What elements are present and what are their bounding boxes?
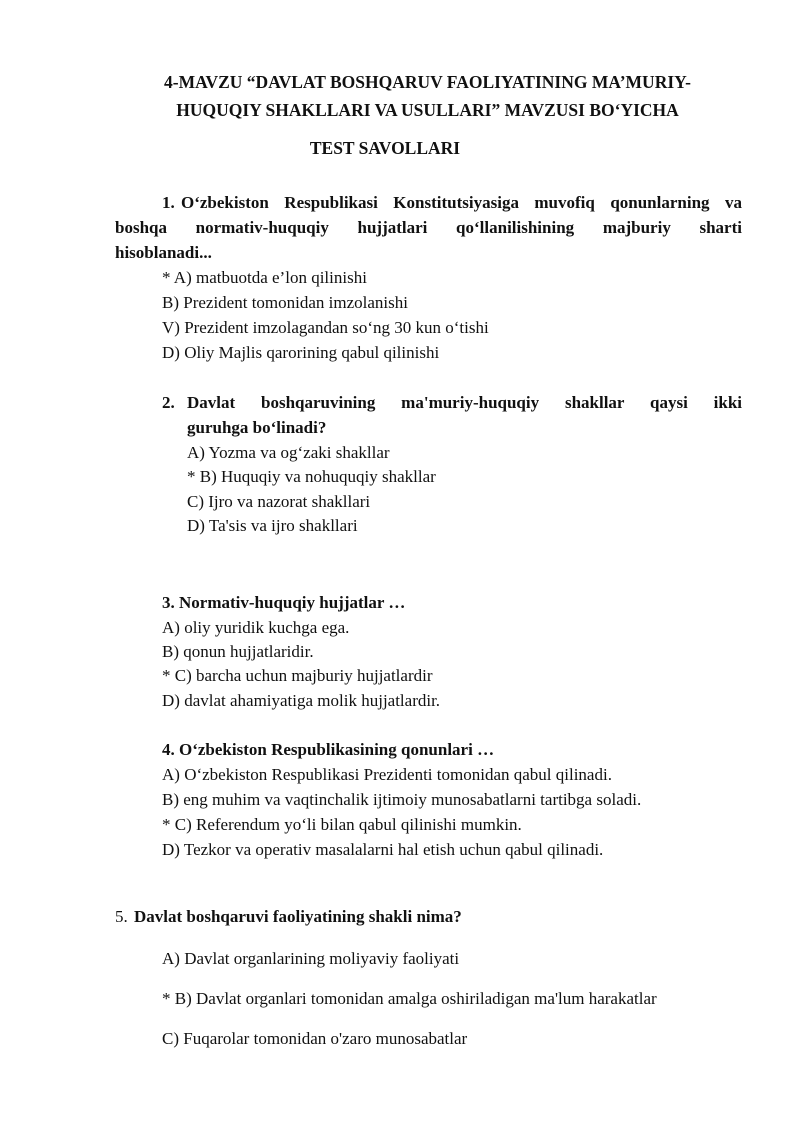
question-2-number: 2. <box>162 393 175 412</box>
question-1-option-v: V) Prezident imzolagandan so‘ng 30 kun o‘tishi <box>162 318 489 337</box>
question-3-option-a: A) oliy yuridik kuchga ega. <box>162 618 350 637</box>
document-subtitle: TEST SAVOLLARI <box>309 138 461 158</box>
question-3-option-c: * C) barcha uchun majburiy hujjatlardir <box>162 666 433 685</box>
question-5-number: 5. <box>115 907 128 926</box>
question-4-option-a: A) O‘zbekiston Respublikasi Prezidenti tomonidan qabul qilinadi. <box>162 765 612 784</box>
question-2-text-line-1: Davlat boshqaruvining ma'muriy-huquqiy shakllar qaysi ikki <box>187 393 742 412</box>
document-title-line-2: HUQUQIY SHAKLLARI VA USULLARI” MAVZUSI BO‘YICHA <box>176 100 679 120</box>
question-1-option-d: D) Oliy Majlis qarorining qabul qilinishi <box>162 343 440 362</box>
question-2-option-d: D) Ta'sis va ijro shakllari <box>187 516 358 535</box>
question-1-option-b: B) Prezident tomonidan imzolanishi <box>162 293 408 312</box>
question-3-text: 3. Normativ-huquqiy hujjatlar … <box>162 593 406 612</box>
question-5-option-a: A) Davlat organlarining moliyaviy faoliyati <box>162 949 460 968</box>
question-2-option-c: C) Ijro va nazorat shakllari <box>187 492 371 511</box>
question-1-text-line-1: O‘zbekiston Respublikasi Konstitutsiyasiga muvofiq qonunlarning va <box>181 193 742 212</box>
question-4-text: 4. O‘zbekiston Respublikasining qonunlari … <box>162 740 495 759</box>
question-4-option-c: * C) Referendum yo‘li bilan qabul qilinishi mumkin. <box>162 815 522 834</box>
question-1-text-line-3: hisoblanadi... <box>115 243 212 262</box>
question-2-text-line-2: guruhga bo‘linadi? <box>187 418 327 437</box>
question-1-option-a: * A) matbuotda e’lon qilinishi <box>162 268 367 287</box>
question-5-option-c: C) Fuqarolar tomonidan o'zaro munosabatlar <box>162 1029 468 1048</box>
question-5-option-b: * B) Davlat organlari tomonidan amalga oshiriladigan ma'lum harakatlar <box>162 989 657 1008</box>
question-2-option-a: A) Yozma va og‘zaki shakllar <box>187 443 390 462</box>
question-3-option-b: B) qonun hujjatlaridir. <box>162 642 314 661</box>
question-1-number: 1. <box>162 193 175 212</box>
question-4-option-d: D) Tezkor va operativ masalalarni hal etish uchun qabul qilinadi. <box>162 840 604 859</box>
question-5-text: Davlat boshqaruvi faoliyatining shakli nima? <box>134 907 462 926</box>
question-4-option-b: B) eng muhim va vaqtinchalik ijtimoiy munosabatlarni tartibga soladi. <box>162 790 642 809</box>
question-1-text-line-2: boshqa normativ-huquqiy hujjatlari qo‘llanilishining majburiy sharti <box>115 218 742 237</box>
document-title-line-1: 4-MAVZU “DAVLAT BOSHQARUV FAOLIYATINING MA’MURIY- <box>164 72 691 92</box>
question-2-option-b: * B) Huquqiy va nohuquqiy shakllar <box>187 467 436 486</box>
question-3-option-d: D) davlat ahamiyatiga molik hujjatlardir. <box>162 691 441 710</box>
